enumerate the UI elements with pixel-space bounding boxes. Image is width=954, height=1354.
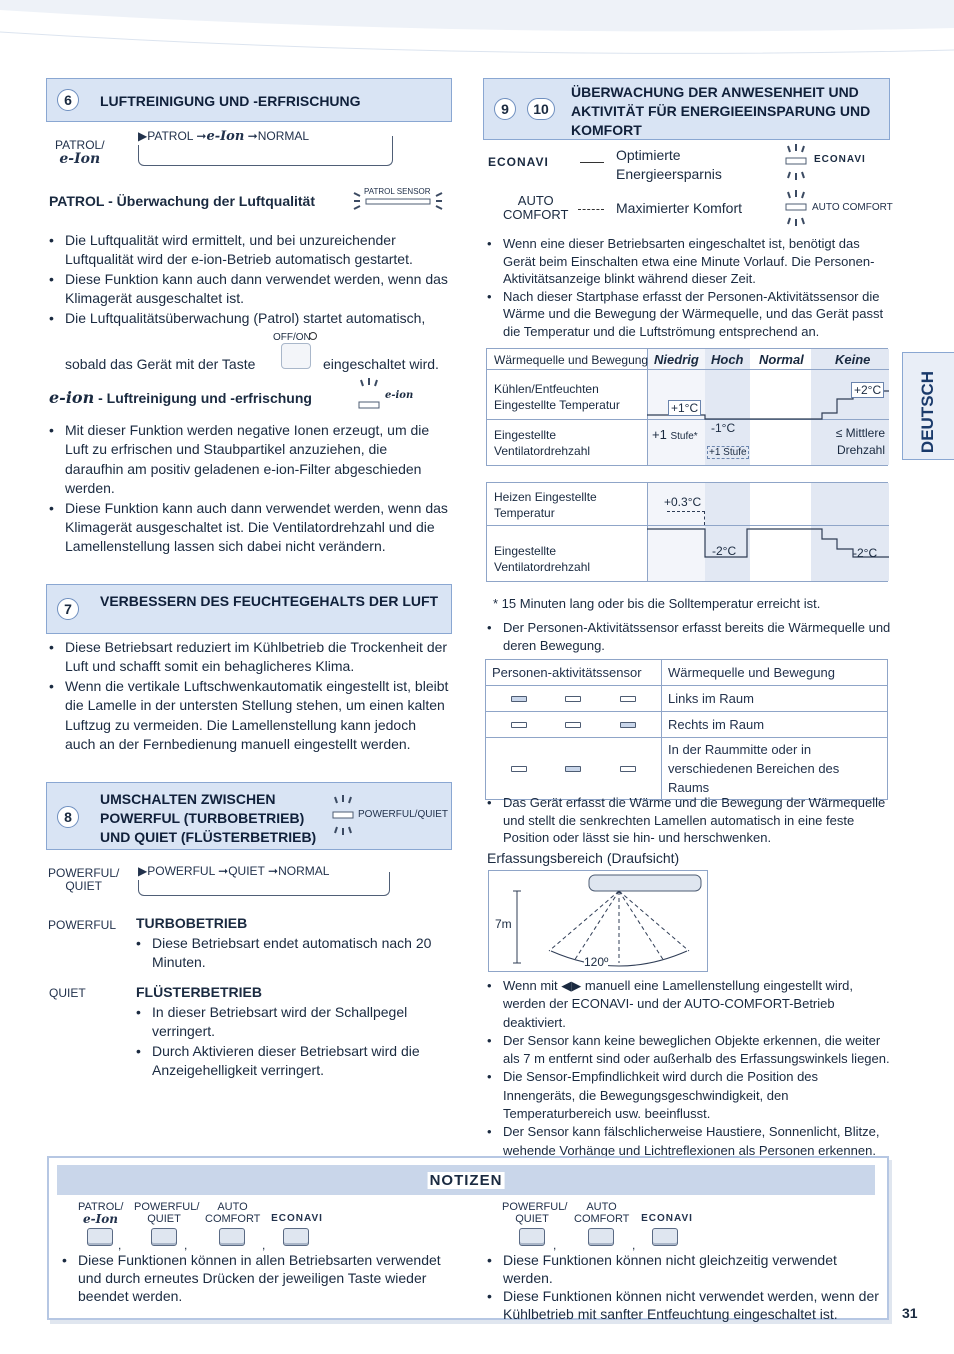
patrol-eion-button[interactable] [87, 1228, 113, 1246]
auto-comfort-dotted-line [578, 209, 604, 210]
section-9-number: 9 [494, 98, 516, 120]
note-btn-label-powerful: POWERFUL/ QUIET [134, 1201, 200, 1225]
auto-comfort-desc: Maximierter Komfort [616, 200, 743, 216]
offon-button[interactable] [281, 343, 311, 369]
sensor-col2: Wärmequelle und Bewegung [662, 660, 888, 686]
econavi-indicator: ECONAVI [784, 144, 894, 180]
sensor-row2-leds [486, 712, 662, 738]
cooling-row-temp: Kühlen/Entfeuchten Eingestellte Temperatur [494, 382, 620, 412]
range-title: Erfassungsbereich (Draufsicht) [487, 850, 680, 866]
cooling-fan-medium: ≤ Mittlere Drehzahl [835, 426, 885, 457]
range-bullet: • Das Gerät erfasst die Wärme und die Bewegung der Wärmequelle und stellt die senkrechten Lamellen automatisch in eine feste Position oder lässt sie hin- und herschwenken. [487, 794, 892, 847]
led-icon [565, 722, 581, 728]
heating-row-temp: Heizen Eingestellte Temperatur [494, 490, 597, 520]
section-8-title: UMSCHALTEN ZWISCHEN POWERFUL (TURBOBETRIEB) UND QUIET (FLÜSTERBETRIEB) [100, 791, 317, 845]
led-icon [511, 766, 527, 772]
section-7-title: VERBESSERN DES FEUCHTEGEHALTS DER LUFT [100, 593, 439, 609]
offon-icon [309, 332, 317, 340]
notizen-left-bullet: • Diese Funktionen können in allen Betriebsarten verwendet und durch erneutes Drücken der jeweiligen Taste wieder beendet werden. [62, 1251, 457, 1305]
sensor-row1-text: Links im Raum [662, 686, 888, 712]
col-normal: Normal [759, 352, 804, 367]
quiet-label: QUIET [49, 986, 86, 1000]
cooling-fan-minus1c: -1°C [711, 421, 736, 435]
powerful-flow-row [138, 864, 331, 880]
footnote: * 15 Minuten lang oder bis die Solltemperatur erreicht ist. [493, 596, 821, 611]
flow-powerful: POWERFUL [147, 864, 215, 878]
note-btn-label-auto: AUTO COMFORT [205, 1201, 261, 1225]
powerful-label: POWERFUL [48, 918, 117, 932]
note-btn-label-patrol: PATROL/ e-Ion [78, 1201, 124, 1226]
turbo-heading: TURBOBETRIEB [136, 915, 248, 931]
heating-table [486, 482, 888, 582]
section-6-number: 6 [57, 89, 79, 111]
taste-post-text: eingeschaltet wird. [323, 356, 439, 372]
sensor-row3-text: In der Raummitte oder in verschiedenen Bereichen des Raums [662, 738, 888, 800]
econavi-line [580, 162, 604, 163]
patrol-bullets: • Die Luftqualität wird ermittelt, und bei unzureichender Luftqualität wird der e-ion-Betrieb automatisch gestartet. • Diese Funktion kann auch dann verwendet werden, wenn das Klimagerät ausgeschaltet ist. • Die Luftqualitätsüberwachung (Patrol) startet automatisch, [49, 231, 449, 328]
led-icon [511, 722, 527, 728]
heating-fan-minus2c-keine: -2°C [853, 546, 878, 560]
flow-arrow-icon: ▶ [138, 129, 148, 143]
heating-plus03c: +0.3°C [664, 495, 702, 509]
note-btn-label-econavi-r: ECONAVI [641, 1213, 693, 1224]
col-keine: Keine [835, 352, 871, 367]
cooling-fan-plus1-stufe: +1 Stufe [709, 447, 747, 458]
blink-lines-icon [330, 795, 360, 835]
quiet-bullets: • In dieser Betriebsart wird der Schallpegel verringert. • Durch Aktivieren dieser Betriebsart wird die Anzeigehelligkeit verringert. [136, 1003, 446, 1081]
page-number: 31 [902, 1305, 918, 1321]
led-icon [620, 696, 636, 702]
eion-bullets: • Mit dieser Funktion werden negative Ionen erzeugt, um die Luft zu erfrischen und Staubpartikel anzuziehen, die daraufhin am positiv geladenen e-ion-Filter abgeschieden werden. • Diese Funktion kann auch dann verwendet werden, wenn das Klimagerät ausgeschaltet ist. Die Ventilatordrehzahl und die Lamellenstellung lassen sich dabei nicht verändern. [49, 421, 449, 557]
patrol-flow-row [138, 129, 311, 145]
auto-comfort-label: AUTO COMFORT [503, 193, 569, 222]
section-910-title: ÜBERWACHUNG DER ANWESENHEIT UND AKTIVITÄT FÜR ENERGIEEINSPARUNG UND KOMFORT [571, 84, 871, 138]
flow-arrow-icon: ▶ [138, 864, 148, 878]
sensor-row1-leds [486, 686, 662, 712]
heating-row-fan: Eingestellte Ventilatordrehzahl [494, 544, 591, 574]
flow-arrow-icon: ➞ [247, 129, 258, 143]
cooling-plus1c: +1°C [668, 400, 701, 416]
eion-heading: e-ion - Luftreinigung und -erfrischung [49, 388, 312, 407]
language-tab-text: DEUTSCH [918, 370, 937, 454]
section-10-number: 10 [527, 98, 555, 120]
econavi-desc: Optimierte Energieersparnis [616, 147, 722, 182]
range-distance: 7m [495, 917, 512, 931]
section-910-bullets: • Wenn eine dieser Betriebsarten eingeschaltet ist, benötigt das Gerät beim Einschalten etwa eine Minute Vorlauf. Die Personen-Aktivitätsanzeige blinkt während dieser Zeit. • Nach dieser Startphase erfasst der Personen-Aktivitätssensor die Wärme und die Bewegung der Wärmequelle, und das Gerät passt die Temperatur und die Luftströmung entsprechend an. [487, 235, 892, 340]
range-angle: 120º [584, 955, 609, 969]
auto-comfort-button[interactable] [219, 1228, 245, 1246]
flow-arrow-icon: ➞ [196, 129, 207, 143]
patrol-sensor-indicator: PATROL SENSOR [352, 187, 444, 215]
flow-arrow-icon: ➞ [268, 864, 279, 878]
page-swoosh [0, 0, 954, 80]
note-btn-label-auto-r: AUTO COMFORT [574, 1201, 630, 1225]
note-btn-label-econavi: ECONAVI [271, 1213, 323, 1224]
taste-pre-text: sobald das Gerät mit der Taste [65, 356, 256, 372]
auto-comfort-button-r[interactable] [588, 1228, 614, 1246]
offon-label: OFF/ON [273, 332, 311, 343]
econavi-button[interactable] [283, 1228, 309, 1246]
quiet-heading: FLÜSTERBETRIEB [136, 984, 262, 1000]
cooling-table [486, 348, 888, 466]
cooling-header-label: Wärmequelle und Bewegung [494, 353, 649, 367]
sensor-notes: • Wenn mit ◀▶ manuell eine Lamellenstellung eingestellt wird, werden der ECONAVI- und der AUTO-COMFORT-Betrieb deaktiviert. • Der Sensor kann keine beweglichen Objekte erkennen, die weiter als 7 m entfernt sind oder außerhalb des Erfassungswinkels liegen. • Die Sensor-Empfindlichkeit wird durch die Position des Innengeräts, die Bewegungsgeschwindigkeit, den Temperaturbereich usw. beeinflusst. • Der Sensor kann fälschlicherweise Haustiere, Sonnenlicht, Blitze, wehende Vorhänge und Lichtreflexionen als Personen erkennen. [487, 977, 892, 1160]
section-6-title: LUFTREINIGUNG UND -ERFRISCHUNG [100, 93, 361, 109]
flow-normal: NORMAL [257, 129, 310, 143]
led-icon [620, 766, 636, 772]
powerful-quiet-button[interactable] [151, 1228, 177, 1246]
section-8-number: 8 [57, 806, 79, 828]
blink-lines-icon [784, 144, 810, 180]
led-active-icon [620, 722, 636, 728]
flow-eion: e-Ion [206, 129, 245, 144]
led-icon [565, 696, 581, 702]
note-btn-label-powerful-r: POWERFUL/ QUIET [502, 1201, 568, 1225]
cooling-fan-plus1: +1 Stufe* [652, 427, 698, 442]
patrol-heading: PATROL - Überwachung der Luftqualität [49, 193, 315, 209]
sensor-bullet: • Der Personen-Aktivitätssensor erfasst bereits die Wärmequelle und deren Bewegung. [487, 619, 892, 654]
sensor-row3-leds [486, 738, 662, 800]
notizen-right-bullets: • Diese Funktionen können nicht gleichzeitig verwendet werden. • Diese Funktionen können nicht verwendet werden, wenn der Kühlbetrieb mit sanfter Entfeuchtung eingeschaltet ist. [487, 1251, 879, 1323]
flow-quiet: QUIET [228, 864, 265, 878]
patrol-eion-button-label: PATROL/ e-Ion [55, 138, 105, 167]
sensor-row2-text: Rechts im Raum [662, 712, 888, 738]
led-active-icon [565, 766, 581, 772]
cooling-row-fan: Eingestellte Ventilatordrehzahl [494, 428, 591, 458]
auto-comfort-indicator: AUTO COMFORT [784, 190, 894, 226]
notizen-title: NOTIZEN [429, 1172, 503, 1189]
powerful-quiet-button-r[interactable] [519, 1228, 545, 1246]
powerful-quiet-indicator: POWERFUL/QUIET [330, 795, 450, 835]
sensor-table [485, 659, 888, 800]
flow-arrow-icon: ➞ [218, 864, 229, 878]
range-diagram [488, 870, 708, 972]
econavi-button-r[interactable] [652, 1228, 678, 1246]
powerful-quiet-button-label: POWERFUL/ QUIET [48, 866, 120, 893]
econavi-logo: ECONAVI [488, 155, 549, 169]
col-hoch: Hoch [711, 352, 744, 367]
turbo-bullets: • Diese Betriebsart endet automatisch nach 20 Minuten. [136, 934, 446, 973]
section-7-number: 7 [57, 598, 79, 620]
flow-normal: NORMAL [278, 864, 330, 878]
col-niedrig: Niedrig [654, 352, 699, 367]
sensor-col1: Personen-aktivitätssensor [486, 660, 662, 686]
led-active-icon [511, 696, 527, 702]
eion-indicator: e-ion [355, 378, 425, 414]
blink-lines-icon [784, 190, 810, 226]
heating-fan-minus2c: -2°C [712, 544, 737, 558]
cooling-plus2c: +2°C [851, 382, 884, 398]
flow-patrol: PATROL [147, 129, 194, 143]
section-7-bullets: • Diese Betriebsart reduziert im Kühlbetrieb die Trockenheit der Luft und schafft somit ein behaglicheres Klima. • Wenn die vertikale Luftschwenkautomatik eingestellt ist, bleibt die Lamelle in der untersten Stellung stehen, um einen kalten Luftzug zu vermeiden. Die Lamellenstellung kann jedoch auch an der Fernbedienung manuell eingestellt werden. [49, 638, 449, 754]
